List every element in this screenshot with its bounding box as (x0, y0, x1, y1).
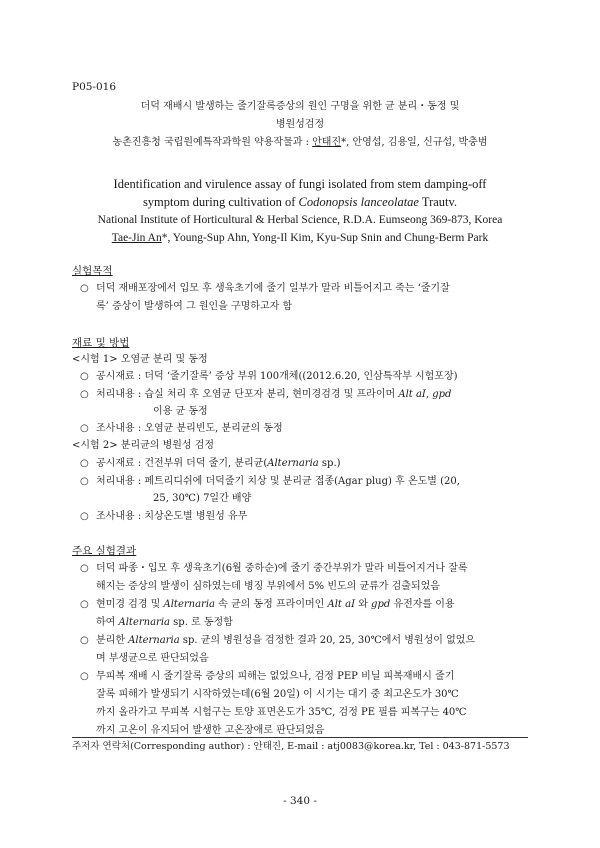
exp2-material (96, 457, 341, 471)
primer-name: gpd (371, 599, 391, 610)
affiliation-korean (0, 136, 600, 150)
bullet: ○ (80, 458, 89, 469)
exp2-treatment-cont: 25, 30℃) 7일간 배양 (153, 493, 252, 504)
objective-text-line-1: 더덕 재배포장에서 입모 후 생육초기에 줄기 일부가 말라 비틀어지고 죽는 ‘줄기잘 (96, 283, 450, 294)
result-3-line-1 (96, 634, 475, 648)
result-4-line-4: 까지 고온이 유지되어 발생한 고온장애로 판단되었음 (96, 725, 325, 736)
text: 분리한 (96, 635, 129, 646)
result-4-line-2: 잘록 피해가 발생되기 시작하였는데(6월 20일) 이 시기는 대기 중 최고온도가 30℃ (96, 689, 459, 700)
bullet: ○ (80, 423, 89, 434)
exp1-survey: 조사내용 : 오염균 분리빈도, 분리균의 동정 (96, 423, 283, 434)
bullet: ○ (80, 671, 89, 682)
result-2-line-2 (96, 616, 233, 630)
experiment-1-title: <시험 1> 오염균 분리 및 동정 (72, 354, 208, 365)
title-korean-line-2: 병원성검정 (275, 119, 325, 130)
bullet: ○ (80, 476, 89, 487)
text: 속 균의 동정 프라이머인 (214, 599, 328, 610)
objective-bullet: ○ (80, 283, 89, 294)
coauthors-english: *, Young-Sup Ahn, Yong-Il Kim, Kyu-Sup Snin and Chung-Berm Park (161, 232, 489, 244)
exp2-survey: 조사내용 : 치상온도별 병원성 유무 (96, 511, 248, 522)
objective-heading: 실험목적 (72, 265, 113, 277)
abstract-code: P05-016 (72, 81, 117, 93)
genus-name: Alternaria (267, 458, 319, 469)
experiment-2-title: <시험 2> 분리균의 병원성 검정 (72, 440, 215, 451)
corresponding-author-korean: 안태진 (312, 137, 342, 148)
primer-name: Alt aI (327, 599, 356, 610)
bullet: ○ (80, 635, 89, 646)
exp1-treatment-text: 처리내용 : 습실 처리 후 오염균 단포자 분리, 현미경검경 및 프라이머 (96, 389, 399, 400)
objective-text-line-2: 록’ 증상이 발생하여 그 원인을 구명하고자 함 (96, 301, 293, 312)
exp2-treatment: 처리내용 : 페트리디쉬에 더덕줄기 치상 및 분리균 접종(Agar plug) 후 온도별 (20, (96, 476, 460, 487)
title-english-text: symptom during cultivation of (142, 195, 299, 209)
footnote-rule (72, 737, 528, 738)
bullet: ○ (80, 389, 89, 400)
results-heading: 주요 실험결과 (72, 545, 137, 557)
primer-names: Alt aI, gpd (398, 389, 452, 400)
genus-name: Alternaria (128, 635, 180, 646)
page-number: - 340 - (283, 795, 317, 807)
result-3-line-2: 며 부생균으로 판단되었음 (96, 653, 209, 664)
genus-name: Alternaria (118, 617, 170, 628)
text: 유전자를 이용 (390, 599, 455, 610)
exp2-material-text: 공시재료 : 건전부위 더덕 줄기, 분리균( (96, 458, 268, 469)
affiliation-english: National Institute of Horticultural & Herbal Science, R.D.A. Eumseong 369-873, Korea (97, 214, 503, 226)
bullet: ○ (80, 563, 89, 574)
corresponding-author-contact: 주저자 연락처(Corresponding author) : 안태진, E-mail : atj0083@korea.kr, Tel : 043-871-5573 (72, 741, 510, 752)
title-english-line-1: Identification and virulence assay of fungi isolated from stem damping-off (113, 177, 487, 191)
methods-heading: 재료 및 방법 (72, 337, 130, 349)
species-suffix: sp.) (318, 458, 341, 469)
bullet: ○ (80, 371, 89, 382)
result-4-line-3: 까지 올라가고 무피복 시험구는 토양 표면온도가 35℃, 검정 PE 필름 피복구는 40℃ (96, 707, 467, 718)
text: 와 (355, 599, 372, 610)
species-name: Codonopsis lanceolatae (298, 195, 419, 209)
exp1-material: 공시재료 : 더덕 ‘줄기잘록’ 증상 부위 100개체((2012.6.20, 인삼특작부 시험포장) (96, 371, 458, 382)
result-1-line-2: 해지는 증상의 발생이 심하였는데 병징 부위에서 5% 빈도의 균류가 검출되었음 (96, 581, 440, 592)
species-authority: Trautv. (418, 195, 458, 209)
authors-english (0, 231, 600, 246)
text: 현미경 검경 및 (96, 599, 164, 610)
exp1-treatment-cont: 이용 균 동정 (153, 406, 208, 417)
exp1-treatment (96, 388, 451, 402)
bullet: ○ (80, 599, 89, 610)
text: sp. 균의 병원성을 검정한 결과 20, 25, 30℃에서 병원성이 없었으 (179, 635, 476, 646)
text: sp. 로 동정함 (169, 617, 233, 628)
bullet: ○ (80, 511, 89, 522)
title-korean-line-1: 더덕 재배시 발생하는 줄기잘록증상의 원인 구명을 위한 균 분리・동정 및 (140, 101, 460, 112)
result-4-line-1: 무피복 재배 시 줄기잘록 증상의 피해는 없었으나, 검정 PEP 비닐 피복재배시 줄기 (96, 671, 455, 682)
title-english-line-2 (0, 194, 600, 210)
text: 하여 (96, 617, 119, 628)
corresponding-author-english: Tae-Jin An (111, 232, 162, 244)
coauthors-korean: *, 안영섭, 김용일, 신규섭, 박충범 (341, 137, 488, 148)
affiliation-korean-text: 농촌진흥청 국립원예특작과학원 약용작물과 : (112, 137, 313, 148)
result-2-line-1 (96, 598, 455, 612)
result-1-line-1: 더덕 파종・입모 후 생육초기(6월 중하순)에 줄기 중간부위가 말라 비틀어지거나 잘록 (96, 563, 468, 574)
genus-name: Alternaria (163, 599, 215, 610)
